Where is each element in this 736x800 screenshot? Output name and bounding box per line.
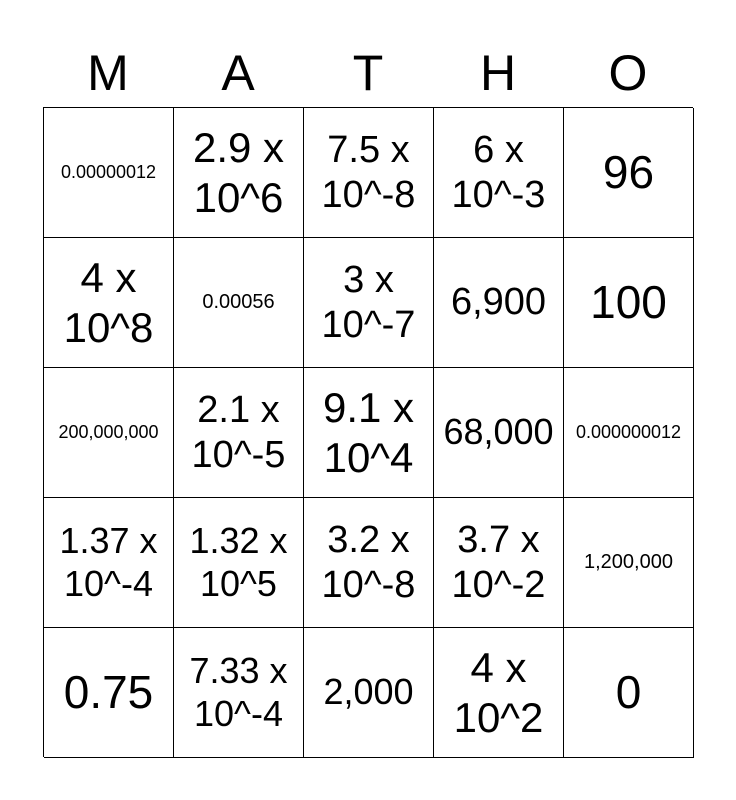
cell-value: 3.7 x 10^-2 — [451, 518, 546, 606]
cell-value: 2.9 x 10^6 — [192, 123, 285, 221]
bingo-cell-r5-c5[interactable] — [564, 628, 694, 758]
header-letter-h: H — [479, 45, 517, 101]
header-letter-m: M — [87, 45, 129, 101]
cell-value: 1.32 x 10^5 — [189, 520, 288, 604]
cell-value: 3.2 x 10^-8 — [321, 518, 416, 606]
cell-value: 0 — [615, 666, 642, 719]
cell-value: 0.000000012 — [575, 421, 682, 442]
cell-value: 6,900 — [450, 281, 547, 324]
cell-value: 2,000 — [323, 671, 414, 713]
bingo-cell-r2-c2[interactable] — [174, 238, 304, 368]
cell-value: 68,000 — [443, 411, 554, 453]
cell-value: 0.75 — [63, 666, 154, 719]
cell-value: 9.1 x 10^4 — [322, 383, 415, 481]
cell-value: 100 — [590, 276, 667, 329]
bingo-cell-r2-c5[interactable] — [564, 238, 694, 368]
bingo-cell-r5-c4[interactable] — [434, 628, 564, 758]
bingo-cell-r3-c5[interactable] — [564, 368, 694, 498]
cell-value: 7.5 x 10^-8 — [321, 128, 416, 216]
cell-value: 4 x 10^8 — [63, 253, 154, 351]
header-letter-o: O — [608, 45, 648, 101]
bingo-cell-r3-c1[interactable] — [44, 368, 174, 498]
cell-value: 3 x 10^-7 — [321, 258, 416, 346]
bingo-cell-r3-c3[interactable] — [304, 368, 434, 498]
bingo-header — [43, 40, 693, 106]
bingo-board — [43, 107, 693, 757]
bingo-cell-r5-c3[interactable] — [304, 628, 434, 758]
bingo-cell-r2-c4[interactable] — [434, 238, 564, 368]
bingo-cell-r1-c1[interactable] — [44, 108, 174, 238]
cell-value: 2.1 x 10^-5 — [191, 388, 286, 476]
cell-value: 1.37 x 10^-4 — [59, 520, 158, 604]
cell-value: 0.00000012 — [60, 161, 157, 182]
bingo-cell-r5-c1[interactable] — [44, 628, 174, 758]
bingo-cell-r1-c3[interactable] — [304, 108, 434, 238]
header-letter-t: T — [352, 45, 384, 101]
bingo-cell-r3-c2[interactable] — [174, 368, 304, 498]
header-letter-a: A — [221, 45, 255, 101]
bingo-cell-r4-c3[interactable] — [304, 498, 434, 628]
bingo-cell-r5-c2[interactable] — [174, 628, 304, 758]
cell-value: 7.33 x 10^-4 — [189, 650, 288, 734]
bingo-cell-r4-c5[interactable] — [564, 498, 694, 628]
cell-value: 200,000,000 — [58, 421, 159, 442]
cell-value: 4 x 10^2 — [453, 643, 544, 741]
bingo-cell-r4-c4[interactable] — [434, 498, 564, 628]
cell-value: 0.00056 — [202, 290, 275, 313]
bingo-cell-r4-c2[interactable] — [174, 498, 304, 628]
cell-value: 6 x 10^-3 — [451, 128, 546, 216]
bingo-cell-r1-c4[interactable] — [434, 108, 564, 238]
cell-value: 96 — [602, 146, 655, 199]
bingo-cell-r2-c3[interactable] — [304, 238, 434, 368]
cell-value: 1,200,000 — [584, 550, 673, 573]
bingo-cell-r2-c1[interactable] — [44, 238, 174, 368]
bingo-cell-r1-c5[interactable] — [564, 108, 694, 238]
bingo-cell-r3-c4[interactable] — [434, 368, 564, 498]
bingo-cell-r1-c2[interactable] — [174, 108, 304, 238]
bingo-cell-r4-c1[interactable] — [44, 498, 174, 628]
